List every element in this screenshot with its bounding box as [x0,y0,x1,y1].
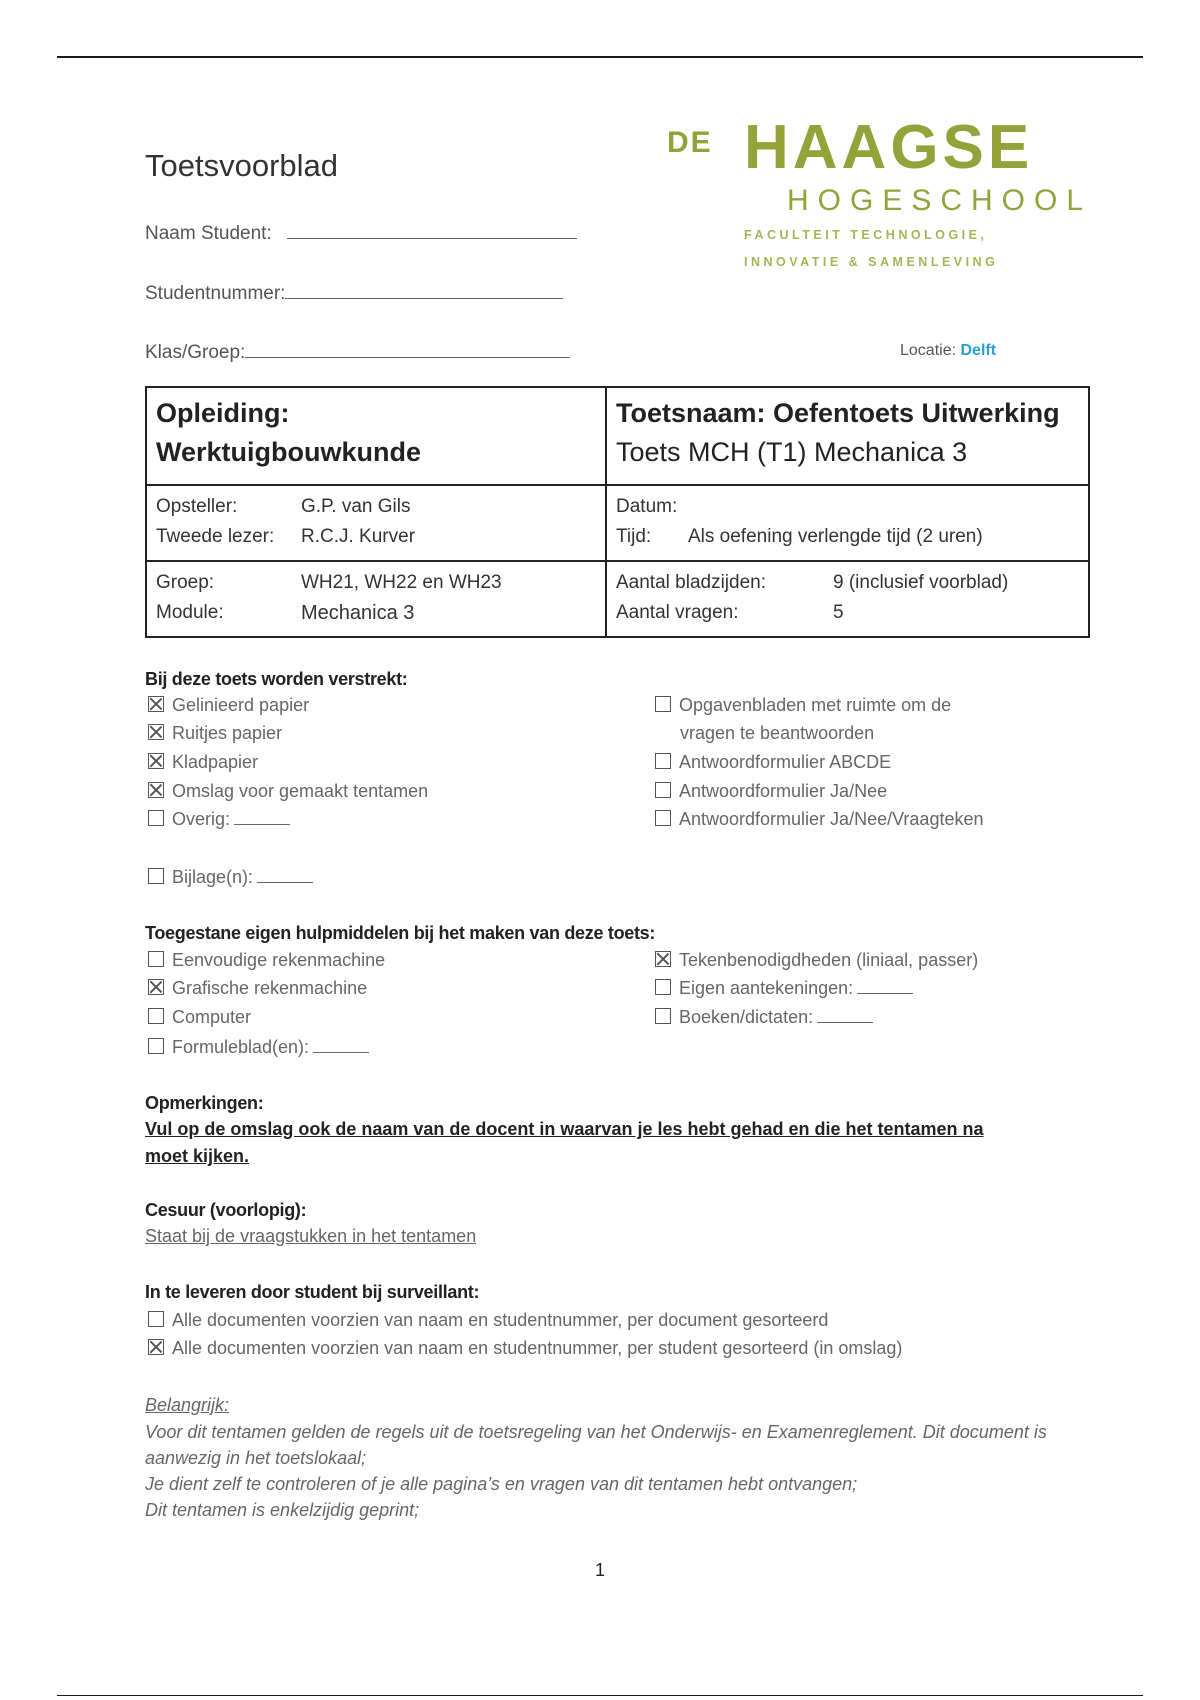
tijd-value: Als oefening verlengde tijd (2 uren) [688,526,983,547]
toetsnaam-value: Toets MCH (T1) Mechanica 3 [616,437,968,467]
checkbox-tekenbenodigdheden[interactable] [655,950,978,971]
belangrijk-line2: Je dient zelf te controleren of je alle pagina’s en vragen van dit tentamen hebt ontvangen; [145,1474,858,1494]
locatie-label: Locatie: [900,342,957,359]
checkbox-label: Alle documenten voorzien van naam en studentnummer, per document gesorteerd [172,1310,829,1330]
opmerkingen-text: Vul op de omslag ook de naam van de docent in waarvan je les hebt gehad en die het tentamen na moet kijken. [145,1119,984,1166]
vragen-value: 5 [833,602,844,623]
belangrijk-line3: Dit tentamen is enkelzijdig geprint; [145,1500,420,1520]
opleiding-value: Werktuigbouwkunde [156,437,422,467]
checkbox-box[interactable] [148,1311,164,1327]
naam-student-line[interactable] [287,220,577,239]
checkbox-label: Eenvoudige rekenmachine [172,950,386,970]
opleiding-cell [146,387,606,485]
tweede-lezer-value: R.C.J. Kurver [301,526,416,547]
overig-blank[interactable] [234,810,290,825]
checkbox-boeken-dictaten[interactable] [655,1007,873,1028]
checkbox-ruitjes-papier[interactable] [148,723,282,744]
aantekeningen-blank[interactable] [857,979,913,994]
checkbox-gelinieerd-papier[interactable] [148,695,309,716]
cesuur-heading: Cesuur (voorlopig): [145,1200,307,1220]
checkbox-opgavenbladen[interactable] [655,695,951,716]
checkbox-label: Alle documenten voorzien van naam en studentnummer, per student gesorteerd (in omslag) [172,1338,903,1358]
groep-value: WH21, WH22 en WH23 [301,572,502,593]
logo-faculteit-line1: FACULTEIT TECHNOLOGIE, [744,228,988,242]
checkbox-box[interactable] [148,1339,164,1355]
studentnummer-line[interactable] [285,280,563,299]
studentnummer-field [145,280,563,305]
page-number: 1 [595,1560,606,1580]
opsteller-label: Opsteller: [156,496,238,517]
checkbox-formuleblad[interactable] [148,1037,369,1058]
inleveren-heading: In te leveren door student bij surveillant: [145,1282,480,1302]
aantal-cell [606,561,1089,637]
hulpmiddelen-heading: Toegestane eigen hulpmiddelen bij het maken van deze toets: [145,923,656,943]
checkbox-label: Grafische rekenmachine [172,978,368,998]
toetsnaam-cell [606,387,1089,485]
checkbox-grafische-rekenmachine[interactable] [148,978,367,999]
boeken-blank[interactable] [817,1008,873,1023]
opgavenbladen-continuation: vragen te beantwoorden [680,723,875,743]
formuleblad-blank[interactable] [313,1038,369,1053]
toetsnaam-label: Toetsnaam: Oefentoets Uitwerking [616,398,1060,428]
checkbox-label: Gelinieerd papier [172,695,310,715]
checkbox-eenvoudige-rekenmachine[interactable] [148,950,385,971]
checkbox-label: Ruitjes papier [172,723,283,743]
checkbox-label: Bijlage(n): [172,867,254,887]
checkbox-box[interactable] [655,696,671,712]
checkbox-overig[interactable] [148,809,290,830]
top-rule [57,56,1143,58]
checkbox-box[interactable] [655,1008,671,1024]
checkbox-box[interactable] [148,724,164,740]
bladzijden-label: Aantal bladzijden: [616,572,766,593]
checkbox-box[interactable] [148,810,164,826]
bijlage-blank[interactable] [257,868,313,883]
school-logo [662,112,1092,282]
tweede-lezer-label: Tweede lezer: [156,526,275,547]
checkbox-label: Tekenbenodigdheden (liniaal, passer) [679,950,979,970]
checkbox-box[interactable] [148,1038,164,1054]
studentnummer-label: Studentnummer: [145,283,286,304]
datum-tijd-cell [606,485,1089,561]
checkbox-antwoord-janee-vraagteken[interactable] [655,809,984,830]
checkbox-box[interactable] [148,951,164,967]
opmerkingen-heading: Opmerkingen: [145,1093,264,1113]
cesuur-text: Staat bij de vraagstukken in het tentamen [145,1226,477,1246]
klas-groep-line[interactable] [245,339,570,358]
opsteller-cell [146,485,606,561]
checkbox-label: Antwoordformulier Ja/Nee [679,781,888,801]
checkbox-per-document[interactable] [148,1310,828,1331]
module-label: Module: [156,602,224,623]
locatie [900,342,996,360]
logo-haagse: HAAGSE [744,113,1034,182]
logo-hogeschool: HOGESCHOOL [787,184,1093,217]
checkbox-label: Overig: [172,809,231,829]
locatie-value: Delft [960,342,997,359]
page-title: Toetsvoorblad [145,148,339,183]
logo-de: DE [667,126,713,159]
opsteller-value: G.P. van Gils [301,496,411,517]
checkbox-eigen-aantekeningen[interactable] [655,978,913,999]
belangrijk-line1: Voor dit tentamen gelden de regels uit de toetsregeling van het Onderwijs- en Examenreglement. Dit document is aanwezig in het toetslokaal; [145,1422,1047,1468]
checkbox-label: Boeken/dictaten: [679,1007,814,1027]
vragen-label: Aantal vragen: [616,602,739,623]
opleiding-label: Opleiding: [156,398,290,428]
bottom-rule [57,1695,1143,1696]
checkbox-label: Formuleblad(en): [172,1037,310,1057]
checkbox-omslag[interactable] [148,781,428,802]
checkbox-box[interactable] [655,951,671,967]
checkbox-box[interactable] [148,696,164,712]
checkbox-computer[interactable] [148,1007,251,1028]
checkbox-box[interactable] [148,1008,164,1024]
bladzijden-value: 9 (inclusief voorblad) [833,572,1009,593]
checkbox-box[interactable] [655,753,671,769]
checkbox-box[interactable] [655,782,671,798]
naam-student-label: Naam Student: [145,223,272,244]
checkbox-box[interactable] [148,753,164,769]
checkbox-box[interactable] [655,979,671,995]
datum-label: Datum: [616,496,678,517]
logo-faculteit-line2: INNOVATIE & SAMENLEVING [744,255,999,269]
klas-groep-label: Klas/Groep: [145,342,246,363]
toets-info-table [145,386,1090,638]
checkbox-kladpapier[interactable] [148,752,258,773]
checkbox-label: Computer [172,1007,252,1027]
belangrijk-heading: Belangrijk: [145,1395,230,1415]
checkbox-bijlage[interactable] [148,867,313,888]
groep-module-cell [146,561,606,637]
checkbox-box[interactable] [655,810,671,826]
naam-student-field [145,220,577,245]
checkbox-label: Kladpapier [172,752,259,772]
checkbox-antwoord-janee[interactable] [655,781,887,802]
checkbox-antwoord-abcde[interactable] [655,752,891,773]
klas-groep-field [145,339,570,364]
tijd-label: Tijd: [616,526,652,547]
module-value: Mechanica 3 [301,602,415,624]
checkbox-per-student[interactable] [148,1338,902,1359]
checkbox-label: Omslag voor gemaakt tentamen [172,781,429,801]
checkbox-label: Eigen aantekeningen: [679,978,854,998]
checkbox-label: Opgavenbladen met ruimte om de [679,695,952,715]
checkbox-box[interactable] [148,868,164,884]
checkbox-label: Antwoordformulier ABCDE [679,752,892,772]
checkbox-box[interactable] [148,782,164,798]
checkbox-box[interactable] [148,979,164,995]
groep-label: Groep: [156,572,215,593]
verstrekt-heading: Bij deze toets worden verstrekt: [145,669,408,689]
checkbox-label: Antwoordformulier Ja/Nee/Vraagteken [679,809,984,829]
